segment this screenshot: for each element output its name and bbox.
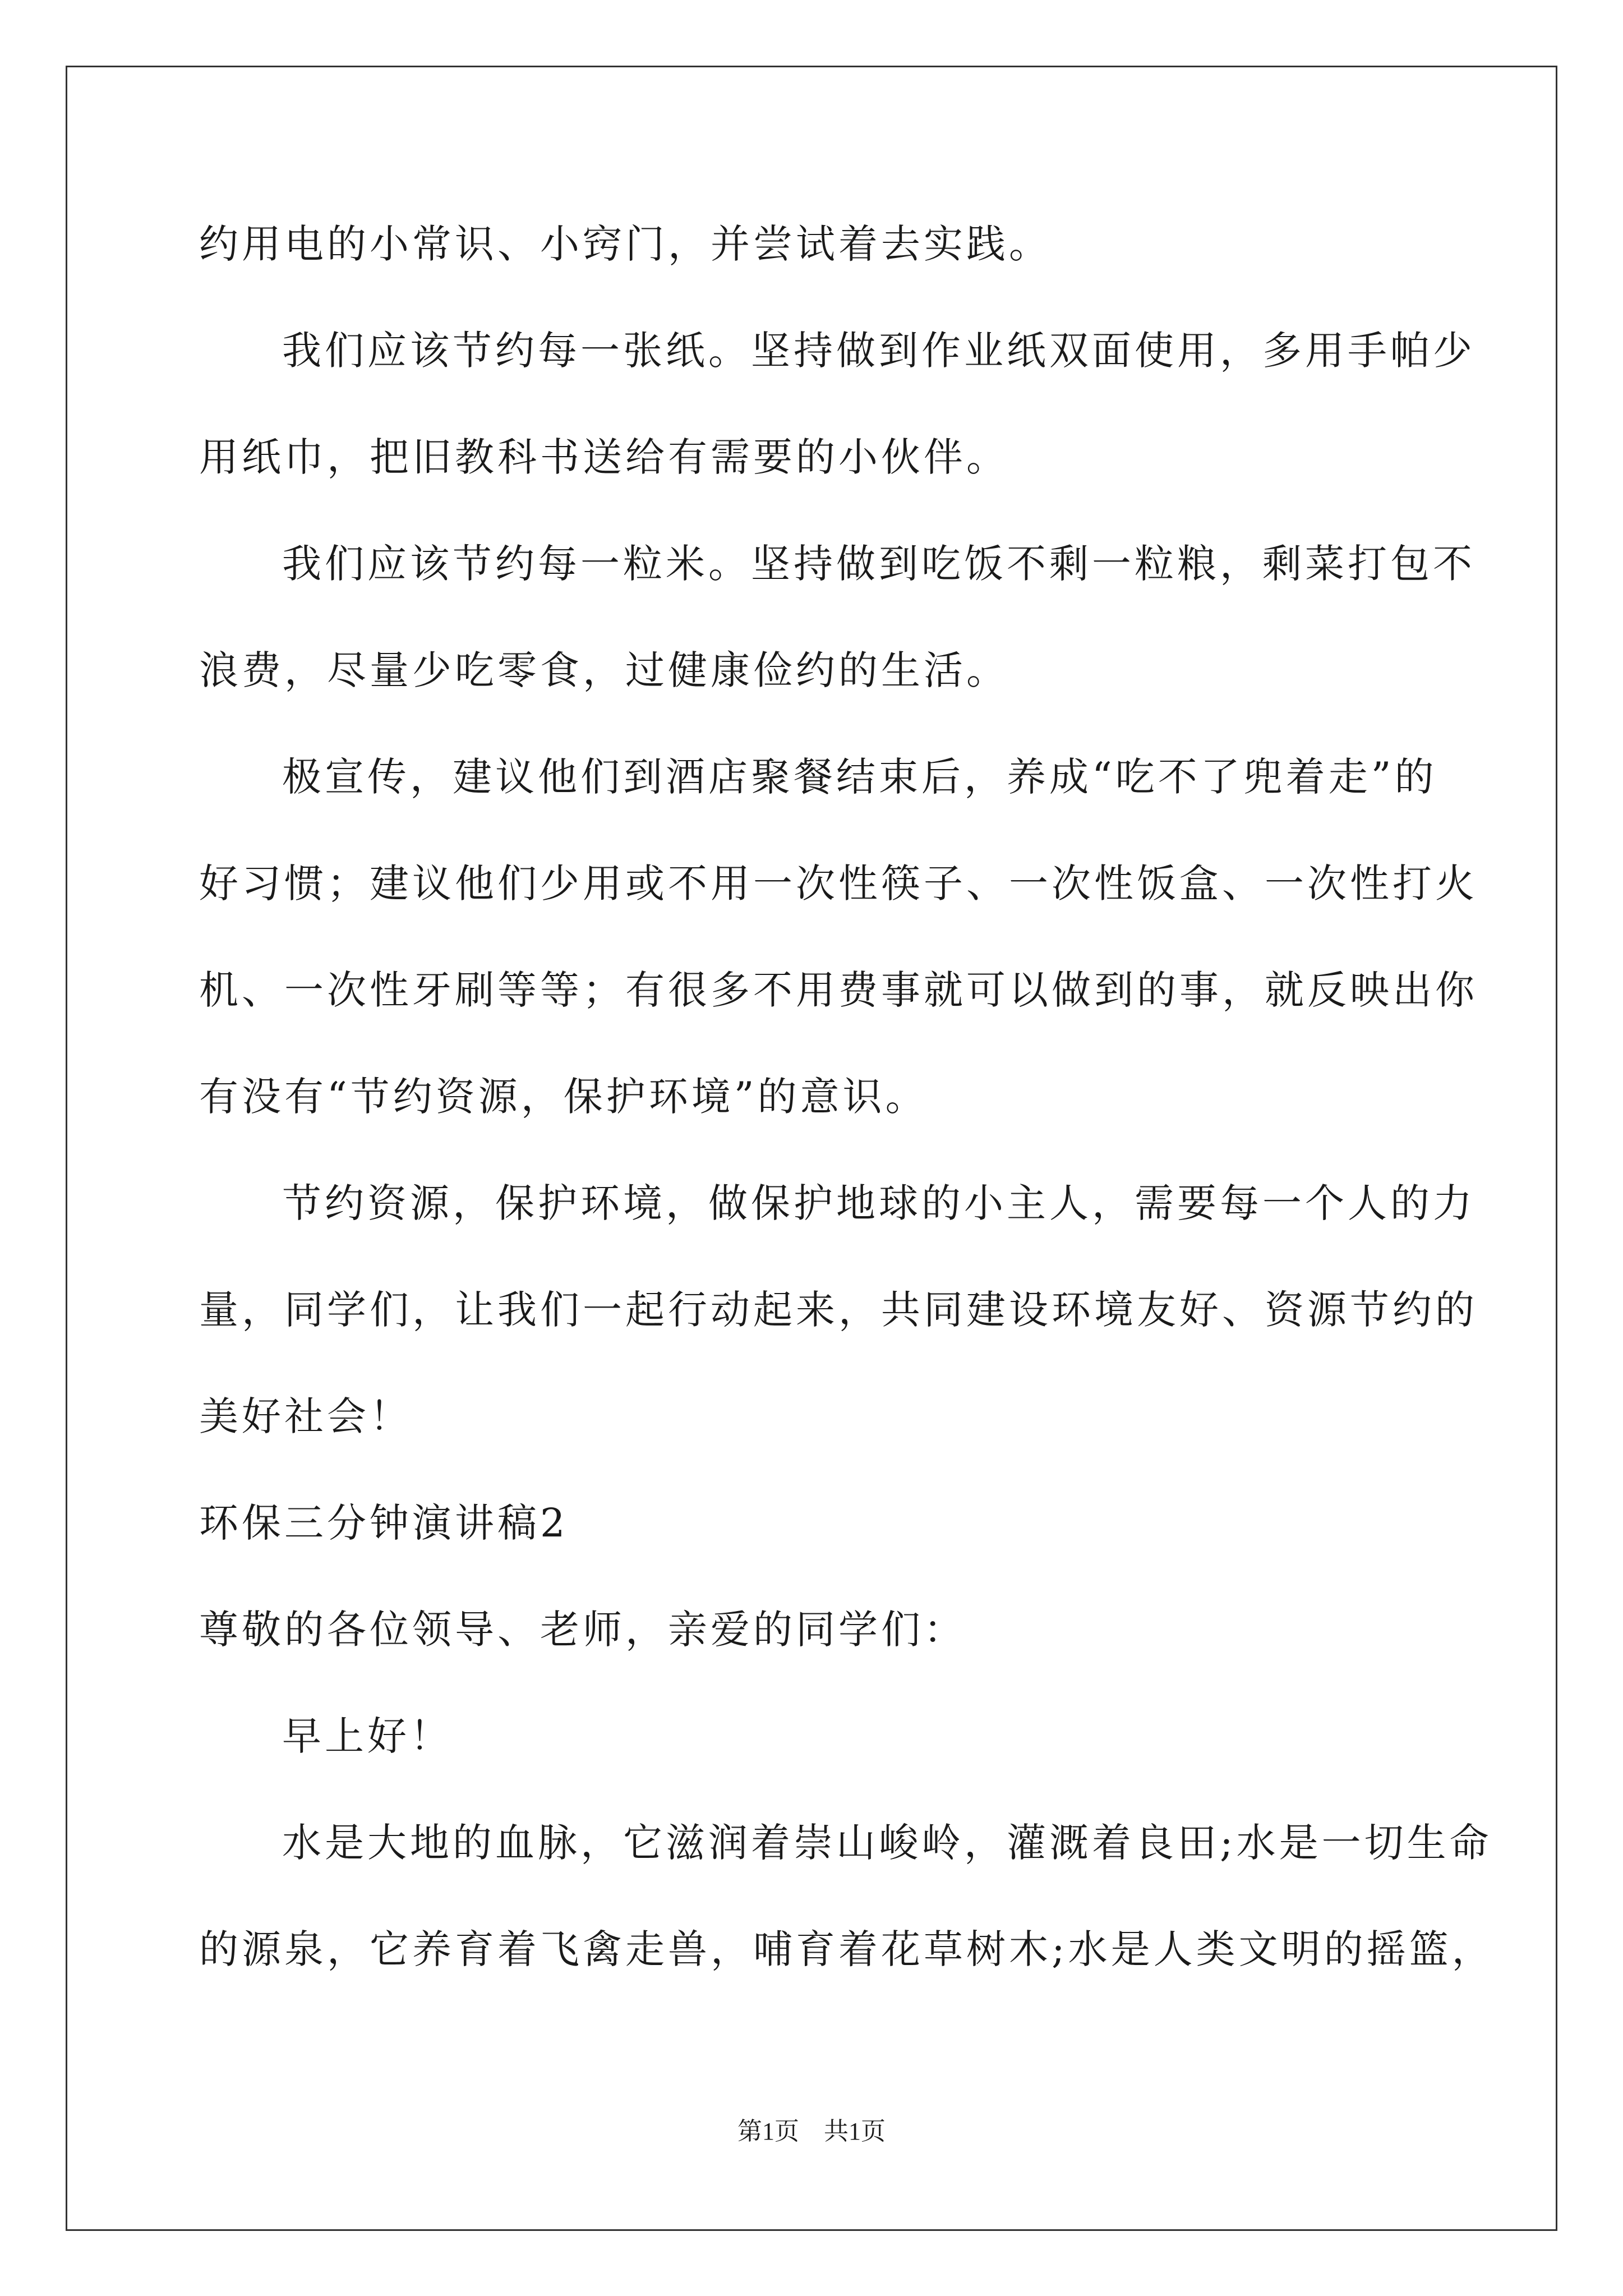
paragraph-line: 极宣传，建议他们到酒店聚餐结束后，养成“吃不了兜着走”的	[282, 754, 1437, 800]
page-number-footer: 第1页 共1页	[737, 2118, 886, 2145]
text-line: 机、一次性牙刷等等；有很多不用费事就可以做到的事，就反映出你	[199, 967, 1478, 1013]
text-line: 用纸巾，把旧教科书送给有需要的小伙伴。	[199, 434, 1009, 480]
paragraph-line: 节约资源，保护环境，做保护地球的小主人，需要每一个人的力	[282, 1180, 1476, 1226]
text-line: 美好社会！	[199, 1393, 412, 1439]
salutation: 尊敬的各位领导、老师，亲爱的同学们：	[199, 1607, 966, 1653]
text-line: 好习惯；建议他们少用或不用一次性筷子、一次性饭盒、一次性打火	[199, 861, 1478, 907]
paragraph-line: 我们应该节约每一张纸。坚持做到作业纸双面使用，多用手帕少	[282, 328, 1476, 374]
section-heading: 环保三分钟演讲稿2	[199, 1500, 569, 1546]
text-line: 约用电的小常识、小窍门，并尝试着去实践。	[199, 221, 1052, 267]
text-line: 量，同学们，让我们一起行动起来，共同建设环境友好、资源节约的	[199, 1287, 1478, 1333]
text-line: 浪费，尽量少吃零食，过健康俭约的生活。	[199, 647, 1009, 693]
paragraph-line: 水是大地的血脉，它滋润着崇山峻岭，灌溉着良田;水是一切生命	[282, 1820, 1492, 1866]
text-line: 的源泉，它养育着飞禽走兽，哺育着花草树木;水是人类文明的摇篮，	[199, 1926, 1495, 1972]
page-border	[66, 66, 1557, 2231]
paragraph-line: 我们应该节约每一粒米。坚持做到吃饭不剩一粒粮，剩菜打包不	[282, 541, 1476, 587]
greeting: 早上好！	[282, 1713, 453, 1759]
text-line: 有没有“节约资源，保护环境”的意识。	[199, 1074, 928, 1120]
